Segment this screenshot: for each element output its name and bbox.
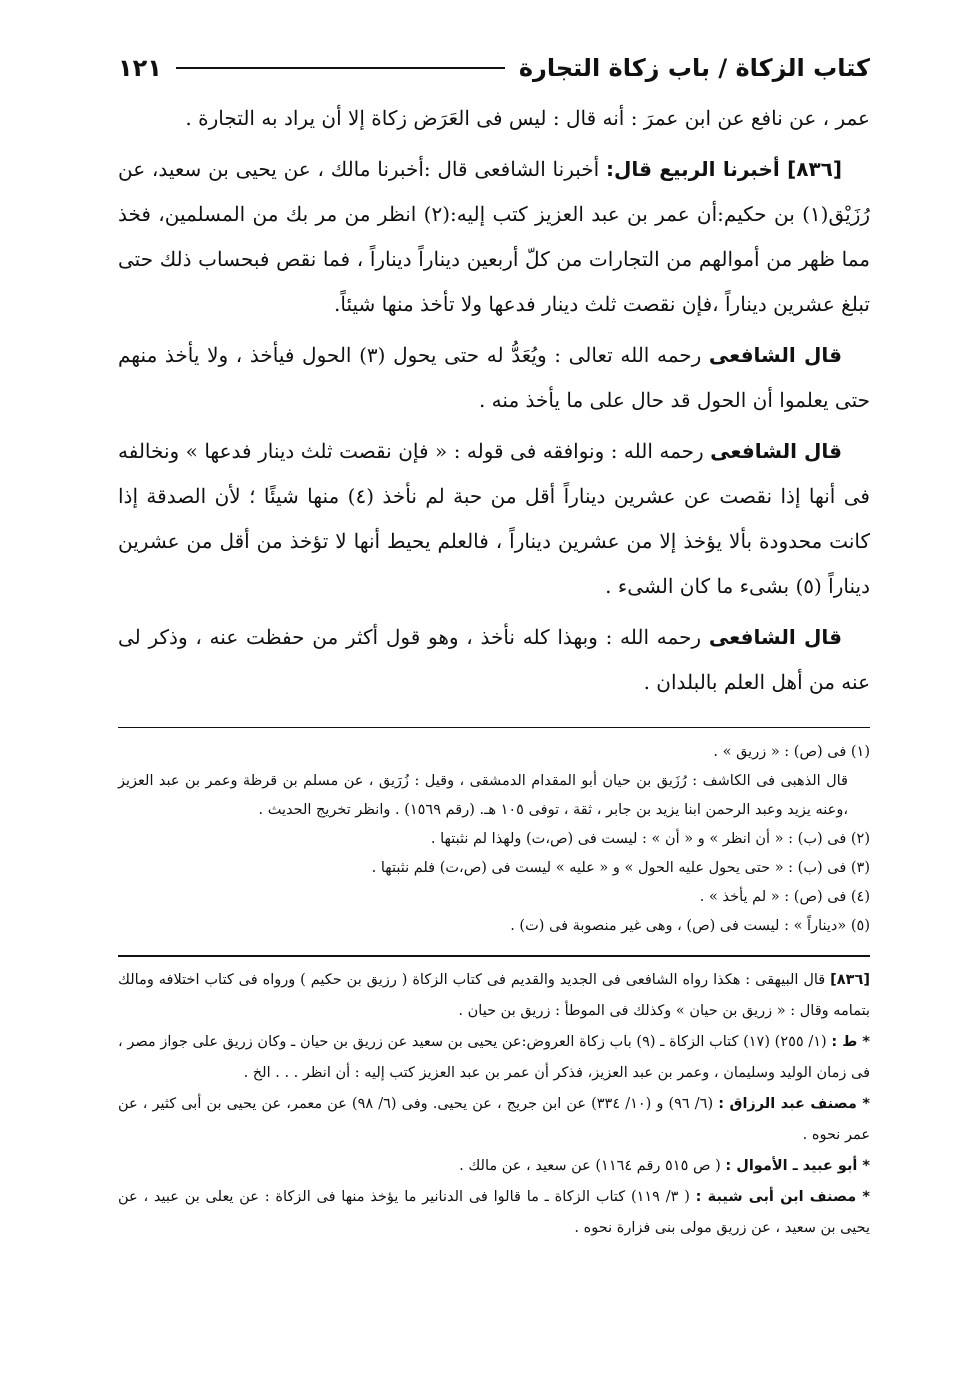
takhrij-line-4 [118, 1151, 870, 1182]
takhrij-line-5-text: ( ٣/ ١١٩) كتاب الزكاة ـ ما قالوا فى الدنانير ما يؤخذ منها فى الزكاة : عن يعلى بن عبيد ، عن يحيى بن سعيد ، عن زريق مولى بنى فزارة نحوه . [118, 1189, 870, 1236]
takhrij-line-1-text: قال البيهقى : هكذا رواه الشافعى فى الجديد والقديم فى كتاب الزكاة ( رزيق بن حكيم ) ورواه فى كتاب اختلافه ومالك بتمامه وقال : « زريق بن حيان » وكذلك فى الموطأ : زريق بن حيان . [118, 972, 870, 1019]
paragraph-2 [118, 147, 870, 327]
running-title: كتاب الزكاة / باب زكاة التجارة [518, 54, 870, 82]
source-label: * أبو عبيد ـ الأموال : [725, 1158, 870, 1174]
source-label: * مصنف عبد الرزاق : [718, 1096, 870, 1112]
takhrij-line-2-text: (١/ ٢٥٥) (١٧) كتاب الزكاة ـ (٩) باب زكاة العروض:عن يحيى بن سعيد عن زريق بن حيان ـ وكان زريق على جواز مصر ، فى زمان الوليد وسليمان ، وعمر بن عبد العزيز، فذكر أن عمر بن عبد العزيز كتب إليه : أن انظر . . . الخ . [118, 1034, 870, 1081]
footnote-separator [118, 727, 870, 728]
page-header [118, 40, 870, 96]
takhrij-section [118, 965, 870, 1244]
takhrij-line-5 [118, 1182, 870, 1244]
paragraph-3-text: رحمه الله تعالى : ويُعَدُّ له حتى يحول (٣) الحول فيأخذ ، ولا يأخذ منهم حتى يعلموا أن الحول قد حال على ما يأخذ منه . [118, 343, 870, 412]
hadith-number: [٨٣٦] أخبرنا الربيع قال: [605, 157, 842, 181]
footnote-2: (٢) فى (ب) : « أن انظر » و « أن » : ليست فى (ص،ت) ولهذا لم نثبتها . [430, 831, 870, 847]
takhrij-separator [118, 955, 870, 957]
paragraph-3 [118, 333, 870, 423]
page [118, 40, 870, 1244]
footnote-3: (٣) فى (ب) : « حتى يحول عليه الحول » و « عليه » ليست فى (ص،ت) فلم نثبتها . [371, 860, 870, 876]
paragraph-1: عمر ، عن نافع عن ابن عمرَ : أنه قال : ليس فى العَرَض زكاة إلا أن يراد به التجارة . [185, 106, 870, 130]
speaker-label: قال الشافعى [710, 439, 842, 463]
footnote-4: (٤) فى (ص) : « لم يأخذ » . [699, 889, 870, 905]
footnote-5: (٥) «ديناراً » : ليست فى (ص) ، وهى غير منصوبة فى (ت) . [510, 918, 870, 934]
header-rule [176, 67, 505, 69]
takhrij-line-3-text: (٦/ ٩٦) و (١٠/ ٣٣٤) عن ابن جريج ، عن يحيى. وفى (٦/ ٩٨) عن معمر، عن يحيى بن أبى كثير ، عن عمر نحوه . [118, 1096, 870, 1143]
speaker-label: قال الشافعى [708, 343, 842, 367]
paragraph-4 [118, 429, 870, 609]
source-label: * مصنف ابن أبى شيبة : [695, 1189, 871, 1205]
speaker-label: قال الشافعى [708, 625, 842, 649]
takhrij-line-2 [118, 1027, 870, 1089]
footnote-1: (١) فى (ص) : « زريق » . [713, 744, 870, 760]
takhrij-number: [٨٣٦] [830, 972, 870, 988]
paragraph-2-text: أخبرنا الشافعى قال :أخبرنا مالك ، عن يحيى بن سعيد، عن رُزَيْق(١) بن حكيم:أن عمر بن عبد العزيز كتب إليه:(٢) انظر من مر بك من المسلمين، فخذ مما ظهر من أموالهم من التجارات من كلّ أربعين ديناراً ديناراً ، فما نقص فبحساب ذلك حتى تبلغ عشرين ديناراً ،فإن نقصت ثلث دينار فدعها ولا تأخذ منها شيئاً. [118, 157, 871, 316]
source-label: * ط : [831, 1034, 870, 1050]
takhrij-line-4-text: ( ص ٥١٥ رقم ١١٦٤) عن سعيد ، عن مالك . [459, 1158, 726, 1174]
page-number: ١٢١ [118, 54, 162, 82]
paragraph-5 [118, 615, 870, 705]
takhrij-line-1 [118, 965, 870, 1027]
footnotes [118, 738, 870, 941]
takhrij-line-3 [118, 1089, 870, 1151]
paragraph-5-text: رحمه الله : وبهذا كله نأخذ ، وهو قول أكثر من حفظت عنه ، وذكر لى عنه من أهل العلم بالبلدان . [118, 625, 870, 694]
main-text [118, 96, 870, 705]
paragraph-4-text: رحمه الله : ونوافقه فى قوله : « فإن نقصت ثلث دينار فدعها » ونخالفه فى أنها إذا نقصت عن عشرين ديناراً أقل من حبة لم نأخذ (٤) منها شيئًا ؛ لأن الصدقة إذا كانت محدودة بألا يؤخذ إلا من عشرين ديناراً ، فالعلم يحيط أنها لا تؤخذ من أقل من عشرين ديناراً (٥) بشىء ما كان الشىء . [118, 439, 870, 598]
footnote-1-note: قال الذهبى فى الكاشف : رُزَيق بن حيان أبو المقدام الدمشقى ، وقيل : زُرَيق ، عن مسلم بن قرظة وعمر بن عبد العزيز ،وعنه يزيد وعبد الرحمن ابنا يزيد بن جابر ، ثقة ، توفى ١٠٥ هـ. (رقم ١٥٦٩) . وانظر تخريج الحديث . [118, 773, 848, 818]
